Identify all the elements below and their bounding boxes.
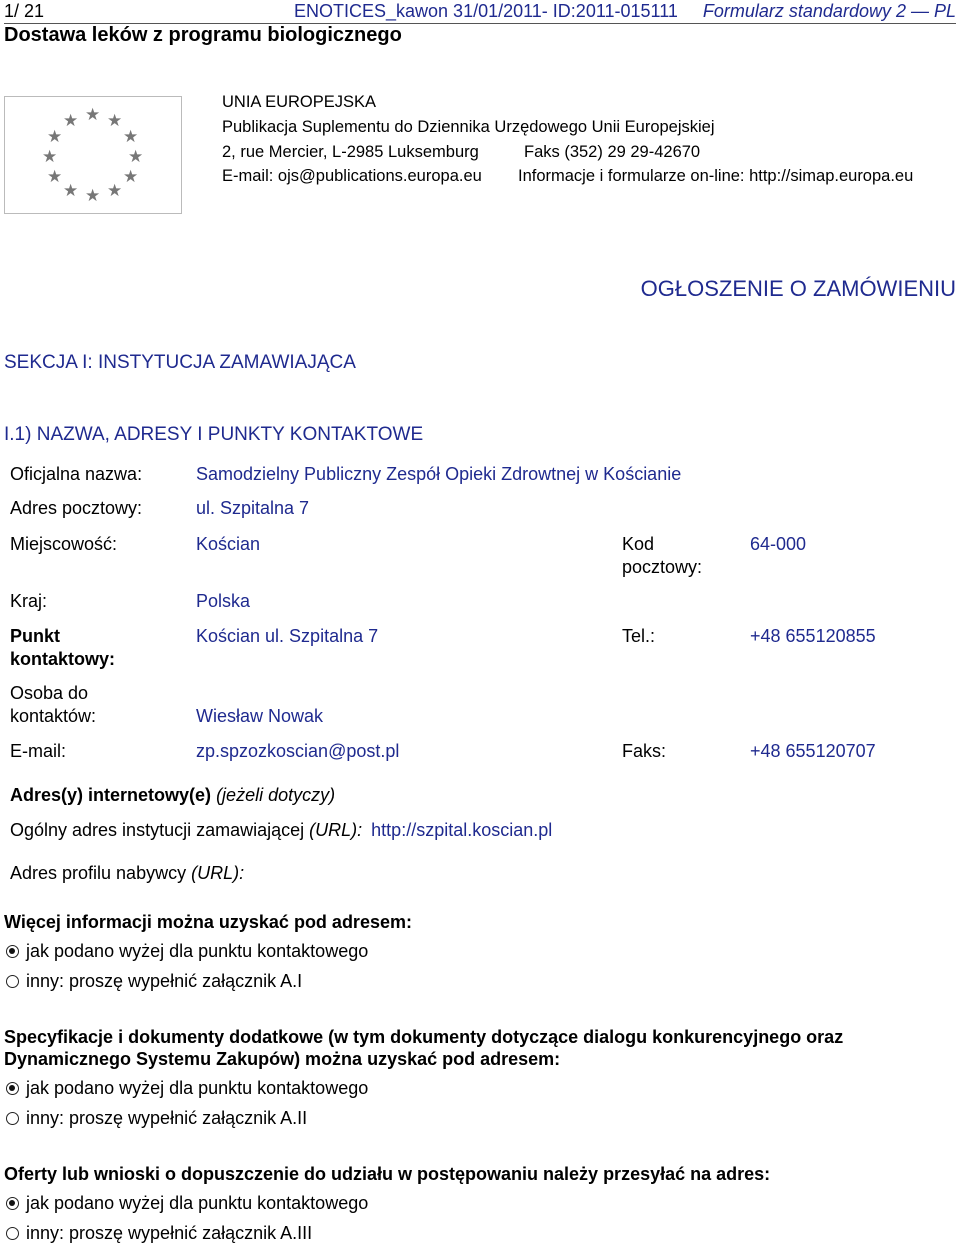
publisher-fax: Faks (352) 29 29-42670 <box>524 143 701 161</box>
tel-value: +48 655120855 <box>750 626 876 646</box>
contact-person-label-line2: kontaktów: <box>10 706 97 726</box>
star-icon: ★ <box>42 147 58 167</box>
more-info-radio-other[interactable] <box>6 975 19 988</box>
offers-heading: Oferty lub wnioski o dopuszczenie do udziału w postępowaniu należy przesyłać na adres: <box>4 1164 771 1184</box>
email-label: E-mail: <box>10 741 67 761</box>
specs-radio-as-above[interactable] <box>6 1082 19 1095</box>
postal-address-value: ul. Szpitalna 7 <box>196 498 310 518</box>
postal-address-label: Adres pocztowy: <box>10 498 143 518</box>
buyer-profile-row <box>10 863 244 884</box>
buyer-profile-label: Adres profilu nabywcy <box>10 863 187 883</box>
star-icon: ★ <box>85 186 101 206</box>
star-icon: ★ <box>107 181 123 201</box>
specs-option-as-above: jak podano wyżej dla punktu kontaktowego <box>26 1078 369 1098</box>
more-info-heading: Więcej informacji można uzyskać pod adresem: <box>4 912 412 932</box>
star-icon: ★ <box>123 127 139 147</box>
postcode-label: Kod <box>622 534 655 554</box>
contact-point-label: Punkt <box>10 626 61 646</box>
specs-option-other: inny: proszę wypełnić załącznik A.II <box>26 1108 308 1128</box>
url-tag: (URL): <box>309 820 363 840</box>
contact-point-value: Kościan ul. Szpitalna 7 <box>196 626 379 646</box>
section-title: SEKCJA I: INSTYTUCJA ZAMAWIAJĄCA <box>4 352 356 373</box>
internet-heading-note: (jeżeli dotyczy) <box>216 785 336 805</box>
star-icon: ★ <box>47 167 63 187</box>
official-name-label: Oficjalna nazwa: <box>10 464 143 484</box>
notice-title: OGŁOSZENIE O ZAMÓWIENIU <box>640 276 956 301</box>
city-label: Miejscowość: <box>10 534 118 554</box>
subsection-title: I.1) NAZWA, ADRESY I PUNKTY KONTAKTOWE <box>4 424 424 445</box>
city-value: Kościan <box>196 534 261 554</box>
general-url-row <box>10 820 552 841</box>
form-name: Formularz standardowy 2 — PL <box>702 1 956 21</box>
general-url-label: Ogólny adres instytucji zamawiającej <box>10 820 305 840</box>
publisher-address: 2, rue Mercier, L-2985 Luksemburg <box>222 143 479 161</box>
publisher-org: UNIA EUROPEJSKA <box>222 93 377 111</box>
publisher-email: E-mail: ojs@publications.europa.eu <box>222 167 482 185</box>
offers-radio-as-above[interactable] <box>6 1197 19 1210</box>
star-icon: ★ <box>128 147 144 167</box>
email-value[interactable]: zp.spzozkoscian@post.pl <box>196 741 400 761</box>
country-value: Polska <box>196 591 251 611</box>
star-icon: ★ <box>85 105 101 125</box>
more-info-option-other: inny: proszę wypełnić załącznik A.I <box>26 971 303 991</box>
buyer-url-tag: (URL): <box>191 863 245 883</box>
document-title: Dostawa leków z programu biologicznego <box>4 24 402 46</box>
fax-value: +48 655120707 <box>750 741 876 761</box>
specs-heading-line2: Dynamicznego Systemu Zakupów) można uzyskać pod adresem: <box>4 1049 561 1069</box>
notice-id: ENOTICES_kawon 31/01/2011- ID:2011-015111 <box>294 1 678 21</box>
internet-heading <box>10 785 335 806</box>
offers-option-other: inny: proszę wypełnić załącznik A.III <box>26 1223 313 1243</box>
publisher-line: Publikacja Suplementu do Dziennika Urzędowego Unii Europejskiej <box>222 118 715 136</box>
page-number: 1/ 21 <box>4 1 45 21</box>
country-label: Kraj: <box>10 591 48 611</box>
more-info-radio-as-above[interactable] <box>6 945 19 958</box>
internet-heading-text: Adres(y) internetowy(e) <box>10 785 212 805</box>
more-info-option-as-above: jak podano wyżej dla punktu kontaktowego <box>26 941 369 961</box>
eu-flag-logo <box>4 96 182 214</box>
offers-radio-other[interactable] <box>6 1227 19 1240</box>
specs-heading: Specyfikacje i dokumenty dodatkowe (w tym dokumenty dotyczące dialogu konkurencyjnego oraz <box>4 1027 844 1047</box>
contact-person-value: Wiesław Nowak <box>196 706 324 726</box>
publisher-info-link[interactable]: Informacje i formularze on-line: http://simap.europa.eu <box>518 167 914 185</box>
star-icon: ★ <box>63 111 79 131</box>
star-icon: ★ <box>123 167 139 187</box>
contact-point-label-line2: kontaktowy: <box>10 649 116 669</box>
offers-option-as-above: jak podano wyżej dla punktu kontaktowego <box>26 1193 369 1213</box>
specs-radio-other[interactable] <box>6 1112 19 1125</box>
star-icon: ★ <box>107 111 123 131</box>
tel-label: Tel.: <box>622 626 656 646</box>
contact-person-label: Osoba do <box>10 683 89 703</box>
general-url-link[interactable]: http://szpital.koscian.pl <box>371 820 553 840</box>
star-icon: ★ <box>63 181 79 201</box>
postcode-value: 64-000 <box>750 534 807 554</box>
official-name-value: Samodzielny Publiczny Zespół Opieki Zdrowtnej w Kościanie <box>196 464 682 484</box>
postcode-label-line2: pocztowy: <box>622 557 703 577</box>
fax-label: Faks: <box>622 741 667 761</box>
star-icon: ★ <box>47 127 63 147</box>
